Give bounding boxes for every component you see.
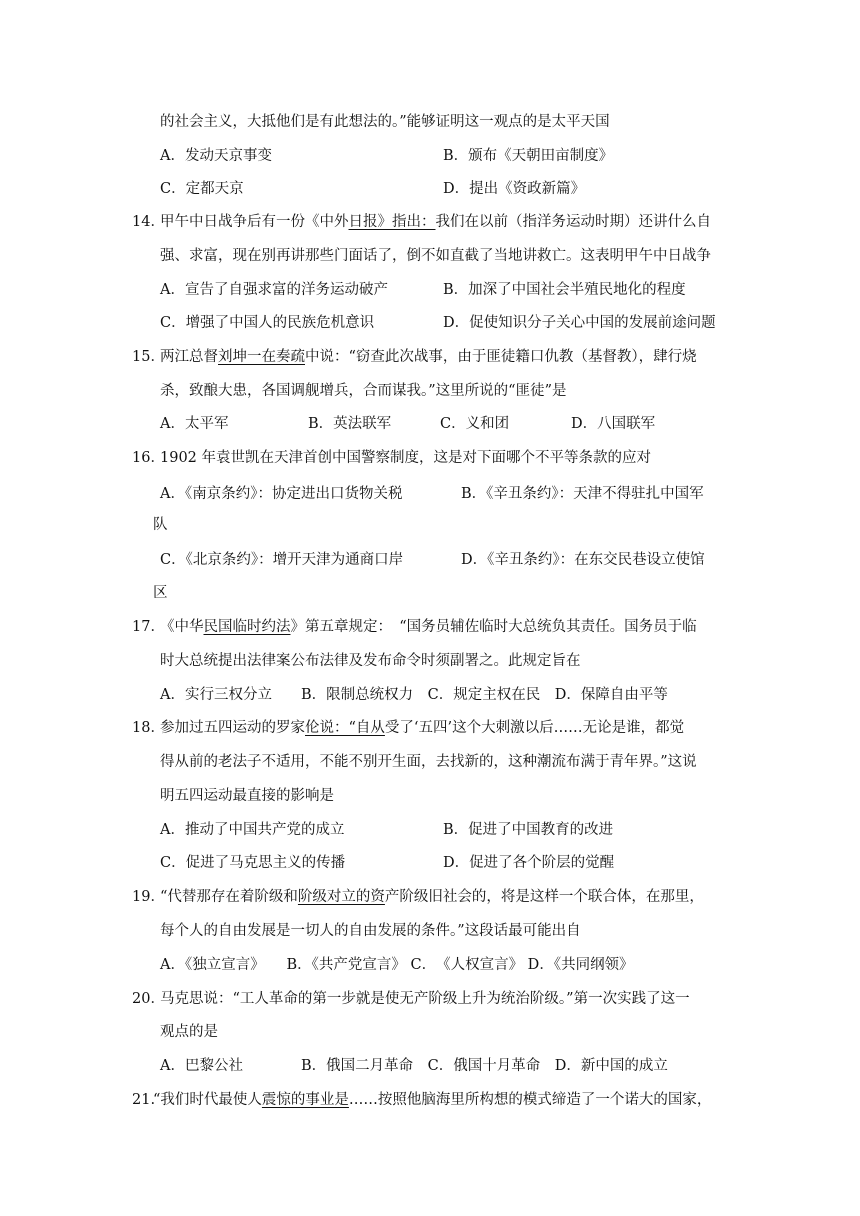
q14-option-a: A．宣告了自强求富的洋务运动破产 xyxy=(160,282,388,298)
q18-number: 18． xyxy=(132,720,165,736)
q18-text-a: 参加过五四运动的罗家 xyxy=(160,720,305,736)
q15-option-c: C．义和团 xyxy=(440,416,510,432)
q15-stem-line-1 xyxy=(160,347,697,367)
q14-stem-line-2: 强、求富，现在别再讲那些门面话了，倒不如直截了当地讲救亡。这表明甲午中日战争 xyxy=(160,248,711,264)
q16-option-c: C．《北京条约》：增开天津为通商口岸 xyxy=(160,552,404,568)
q15-stem-line-2: 杀，致酿大患，各国调舰增兵，合而谋我。”这里所说的“匪徒”是 xyxy=(160,383,567,399)
q21-text-b: ……按照他脑海里所构想的模式缔造了一个诺大的国家， xyxy=(348,1092,712,1108)
q20-stem-line-2: 观点的是 xyxy=(160,1024,218,1040)
q16-number: 16． xyxy=(132,450,165,466)
q17-options: A．实行三权分立 B．限制总统权力 C．规定主权在民 D．保障自由平等 xyxy=(160,687,668,703)
q19-stem-line-1 xyxy=(160,887,704,907)
q15-text-b: 中说：“窃查此次战事，由于匪徒籍口仇教（基督教），肆行烧 xyxy=(305,349,697,365)
q21-text-a: “我们时代最使人 xyxy=(153,1092,262,1108)
q19-underlined-text: 阶级对立的资 xyxy=(297,889,385,905)
q18-text-b: 受了‘五四’这个大刺激以后……无论是谁，都觉 xyxy=(384,720,685,736)
q14-underlined-text: 日报》指出： xyxy=(348,214,436,230)
q19-text-b: 产阶级旧社会的，将是这样一个联合体，在那里， xyxy=(384,889,704,905)
q14-option-c: C．增强了中国人的民族危机意识 xyxy=(160,315,375,331)
q21-number: 21. xyxy=(132,1092,156,1108)
q20-number: 20． xyxy=(132,991,165,1007)
q16-option-d-continued: 区 xyxy=(153,585,168,601)
q19-number: 19． xyxy=(132,889,165,905)
q14-text-b: 我们在以前（指洋务运动时期）还讲什么自 xyxy=(435,214,711,230)
q13-stem-line: 的社会主义，大抵他们是有此想法的。”能够证明这一观点的是太平天国 xyxy=(160,114,610,130)
q13-option-a: A．发动天京事变 xyxy=(160,148,272,164)
q14-stem-line-1 xyxy=(160,212,711,232)
q18-option-d: D．促进了各个阶层的觉醒 xyxy=(443,855,615,871)
q14-option-d: D．促使知识分子关心中国的发展前途问题 xyxy=(443,315,716,331)
q14-text-a: 甲午中日战争后有一份《中外 xyxy=(160,214,349,230)
q17-number: 17． xyxy=(132,619,165,635)
q18-stem-line-1 xyxy=(160,718,684,738)
q15-number: 15． xyxy=(132,349,165,365)
q13-option-b: B．颁布《天朝田亩制度》 xyxy=(443,148,614,164)
q18-option-b: B．促进了中国教育的改进 xyxy=(443,822,614,838)
q18-underlined-text: 伦说：“自从 xyxy=(305,720,385,736)
q15-underlined-text: 刘坤一在奏疏 xyxy=(218,349,305,365)
q17-stem-line-2: 时大总统提出法律案公布法律及发布命令时须副署之。此规定旨在 xyxy=(160,653,581,669)
q17-underlined-text: 民国临时约法 xyxy=(203,619,291,635)
q16-option-b: B．《辛丑条约》：天津不得驻扎中国军 xyxy=(461,486,704,502)
q14-number: 14． xyxy=(132,214,165,230)
q13-option-c: C．定都天京 xyxy=(160,181,244,197)
q14-option-b: B．加深了中国社会半殖民地化的程度 xyxy=(443,282,686,298)
q19-stem-line-2: 每个人的自由发展是一切人的自由发展的条件。”这段话最可能出自 xyxy=(160,923,581,939)
q16-stem-line-1: 1902 年袁世凯在天津首创中国警察制度，这是对下面哪个不平等条款的应对 xyxy=(160,450,652,466)
q15-option-a: A．太平军 xyxy=(160,416,229,432)
q18-stem-line-2: 得从前的老法子不适用，不能不别开生面，去找新的，这种潮流布满于青年界。”这说 xyxy=(160,754,697,770)
q20-options: A．巴黎公社 B．俄国二月革命 C．俄国十月革命 D．新中国的成立 xyxy=(160,1058,668,1074)
q15-option-d: D．八国联军 xyxy=(571,416,656,432)
q15-option-b: B．英法联军 xyxy=(308,416,392,432)
q17-text-a: 《中华 xyxy=(160,619,204,635)
q19-options: A．《独立宣言》 B．《共产党宣言》 C． 《人权宣言》 D．《共同纲领》 xyxy=(160,957,634,973)
q18-option-a: A．推动了中国共产党的成立 xyxy=(160,822,345,838)
q21-stem-line-1 xyxy=(153,1090,711,1110)
q15-text-a: 两江总督 xyxy=(160,349,218,365)
q19-text-a: “代替那存在着阶级和 xyxy=(160,889,298,905)
q17-stem-line-1 xyxy=(160,617,697,637)
q21-underlined-text: 震惊的事业是 xyxy=(261,1092,349,1108)
q16-option-b-continued: 队 xyxy=(153,517,168,533)
q20-stem-line-1: 马克思说：“工人革命的第一步就是使无产阶级上升为统治阶级。”第一次实践了这一 xyxy=(160,991,690,1007)
q18-stem-line-3: 明五四运动最直接的影响是 xyxy=(160,788,334,804)
q17-text-b: 》第五章规定： “国务员辅佐临时大总统负其责任。国务员于临 xyxy=(290,619,697,635)
q16-option-d: D．《辛丑条约》：在东交民巷设立使馆 xyxy=(461,552,705,568)
q18-option-c: C．促进了马克思主义的传播 xyxy=(160,855,346,871)
q16-option-a: A．《南京条约》：协定进出口货物关税 xyxy=(160,486,403,502)
q13-option-d: D．提出《资政新篇》 xyxy=(443,181,586,197)
